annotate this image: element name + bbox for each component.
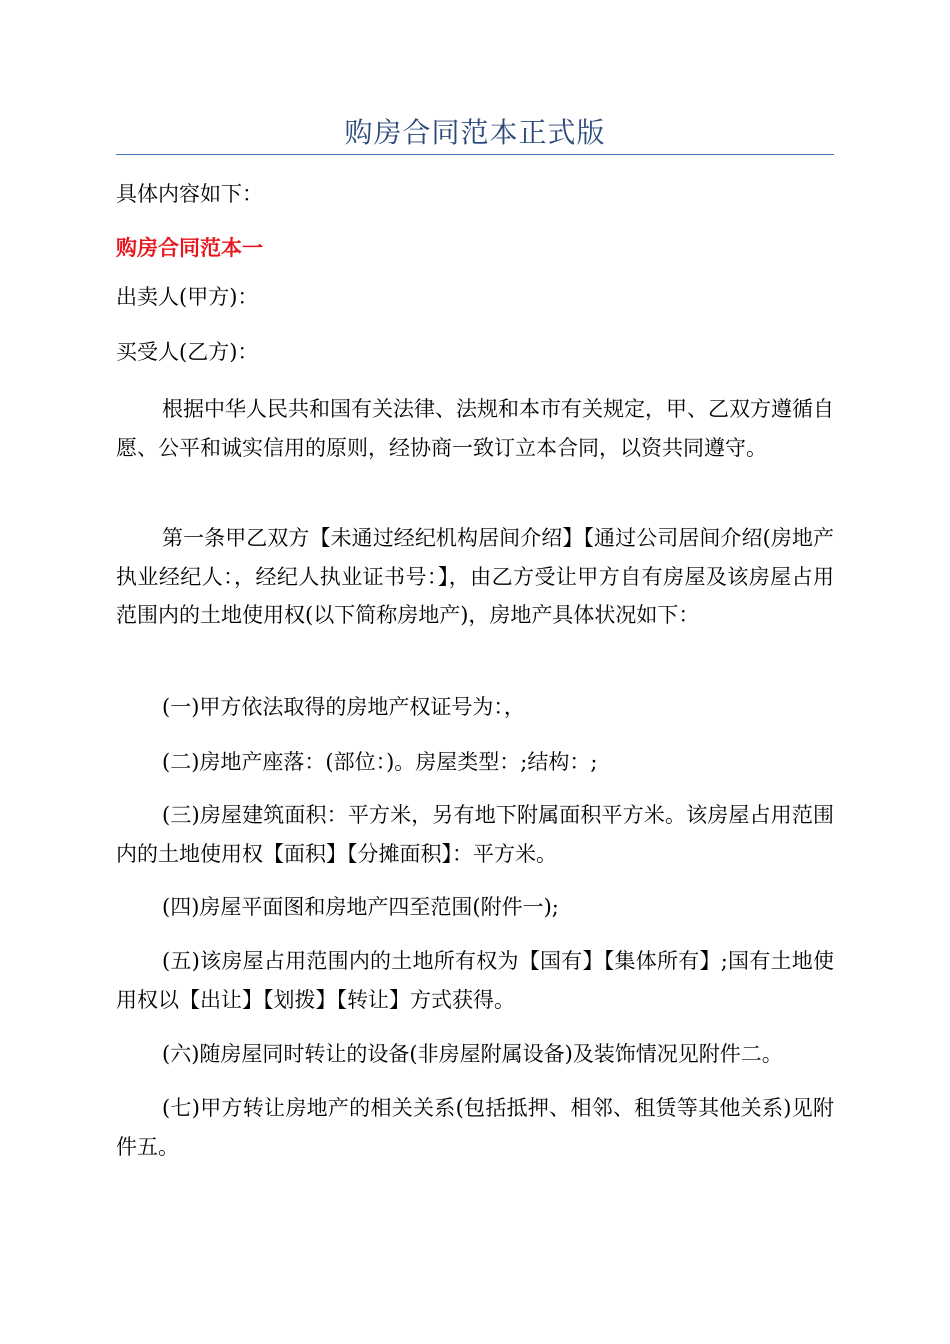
buyer-label: 买受人(乙方)： bbox=[116, 340, 259, 364]
title-underline bbox=[116, 154, 834, 155]
clause-6: (六)随房屋同时转让的设备(非房屋附属设备)及装饰情况见附件二。 bbox=[162, 1042, 783, 1066]
clause-2: (二)房地产座落：(部位：)。房屋类型：;结构：; bbox=[162, 750, 598, 774]
clause-4: (四)房屋平面图和房地产四至范围(附件一); bbox=[162, 895, 559, 919]
clause-5: (五)该房屋占用范围内的土地所有权为【国有】【集体所有】;国有土地使用权以【出让】【划拨】【转让】方式获得。 bbox=[116, 949, 834, 1012]
clause-3: (三)房屋建筑面积：平方米，另有地下附属面积平方米。该房屋占用范围内的土地使用权【面积】【分摊面积】：平方米。 bbox=[116, 803, 834, 866]
clause-7: (七)甲方转让房地产的相关关系(包括抵押、相邻、租赁等其他关系)见附件五。 bbox=[116, 1096, 834, 1159]
clause-1: (一)甲方依法取得的房地产权证号为：， bbox=[162, 695, 525, 719]
intro-text: 具体内容如下： bbox=[116, 182, 263, 206]
document-title: 购房合同范本正式版 bbox=[344, 116, 606, 149]
article-one-paragraph: 第一条甲乙双方【未通过经纪机构居间介绍】【通过公司居间介绍(房地产执业经纪人：，经纪人执业证书号：】，由乙方受让甲方自有房屋及该房屋占用范围内的土地使用权(以下简称房地产)，房地产具体状况如下： bbox=[116, 526, 834, 627]
preamble-paragraph: 根据中华人民共和国有关法律、法规和本市有关规定，甲、乙双方遵循自愿、公平和诚实信用的原则，经协商一致订立本合同，以资共同遵守。 bbox=[116, 397, 834, 460]
section-heading: 购房合同范本一 bbox=[116, 236, 263, 260]
seller-label: 出卖人(甲方)： bbox=[116, 285, 259, 309]
